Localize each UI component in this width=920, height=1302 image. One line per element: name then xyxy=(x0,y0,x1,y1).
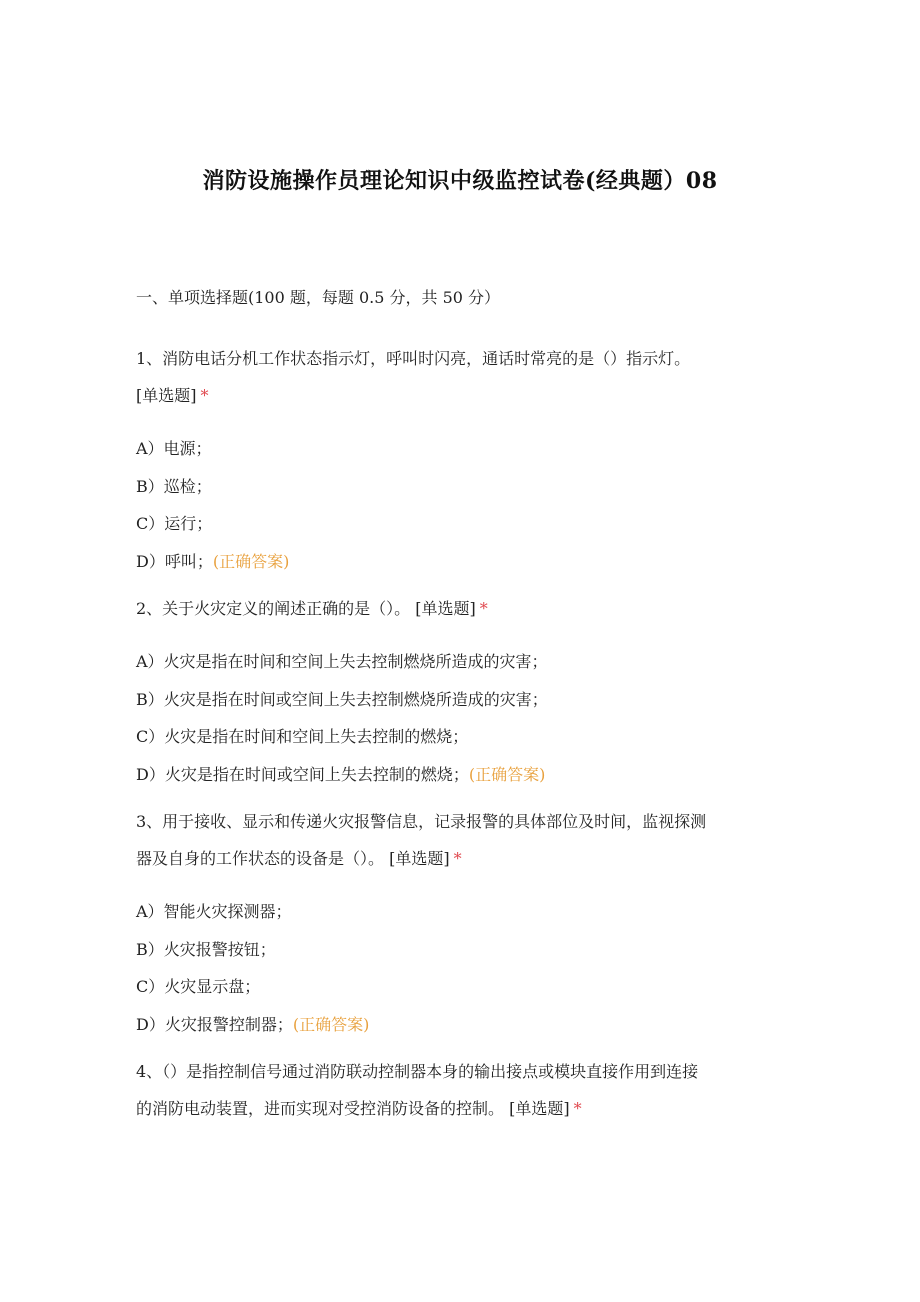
option-text: A）电源； xyxy=(136,439,212,458)
option-d[interactable] xyxy=(136,756,786,794)
correct-answer-tag: (正确答案) xyxy=(468,764,546,784)
question-text-line2: 器及自身的工作状态的设备是（）。 xyxy=(136,849,385,868)
option-text: B）火灾是指在时间或空间上失去控制燃烧所造成的灾害； xyxy=(136,689,548,709)
question-text: 3、用于接收、显示和传递火灾报警信息，记录报警的具体部位及时间，监视探测 xyxy=(136,812,707,831)
option-text: D）火灾报警控制器； xyxy=(136,1014,293,1034)
option-text: A）智能火灾探测器； xyxy=(136,902,292,921)
option-d[interactable] xyxy=(136,543,786,581)
question-text-cont xyxy=(136,840,786,877)
option-text: D）火灾是指在时间或空间上失去控制的燃烧； xyxy=(136,764,469,784)
option-text: D）呼叫； xyxy=(136,551,213,571)
option-d[interactable] xyxy=(136,1006,786,1044)
option-text: C）火灾是指在时间和空间上失去控制的燃烧； xyxy=(136,727,469,746)
question-list xyxy=(136,340,786,1143)
correct-answer-tag: (正确答案) xyxy=(212,551,290,571)
option-text: C）运行； xyxy=(136,514,213,533)
required-mark: * xyxy=(453,849,462,868)
question-meta xyxy=(136,377,786,414)
question-type: [单选题] xyxy=(509,1099,570,1118)
page-title: 消防设施操作员理论知识中级监控试卷(经典题）08 xyxy=(202,168,718,194)
question-4 xyxy=(136,1053,786,1127)
question-text-cont xyxy=(136,1090,786,1127)
option-a[interactable] xyxy=(136,643,786,681)
question-stem xyxy=(136,1053,786,1127)
option-c[interactable] xyxy=(136,505,786,543)
question-stem xyxy=(136,340,786,414)
option-b[interactable] xyxy=(136,468,786,506)
required-mark: * xyxy=(479,599,488,618)
required-mark: * xyxy=(200,386,209,405)
question-type: [单选题] xyxy=(136,386,197,405)
option-text: B）巡检； xyxy=(136,476,212,496)
question-type: [单选题] xyxy=(389,849,450,868)
option-b[interactable] xyxy=(136,681,786,719)
question-text: 2、关于火灾定义的阐述正确的是（）。 xyxy=(136,599,411,618)
required-mark: * xyxy=(573,1099,582,1118)
section-heading: 一、单项选择题(100 题，每题 0.5 分，共 50 分） xyxy=(136,288,501,307)
question-type: [单选题] xyxy=(415,599,476,618)
option-a[interactable] xyxy=(136,893,786,931)
option-c[interactable] xyxy=(136,968,786,1006)
question-2 xyxy=(136,590,786,793)
option-text: A）火灾是指在时间和空间上失去控制燃烧所造成的灾害； xyxy=(136,652,548,671)
question-text-line2: 的消防电动装置，进而实现对受控消防设备的控制。 xyxy=(136,1099,505,1118)
question-3 xyxy=(136,803,786,1043)
option-text: C）火灾显示盘； xyxy=(136,977,261,996)
question-1 xyxy=(136,340,786,580)
question-text: 4、（）是指控制信号通过消防联动控制器本身的输出接点或模块直接作用到连接 xyxy=(136,1062,699,1081)
correct-answer-tag: (正确答案) xyxy=(292,1014,370,1034)
option-b[interactable] xyxy=(136,931,786,969)
question-stem xyxy=(136,590,786,627)
question-stem xyxy=(136,803,786,877)
option-text: B）火灾报警按钮； xyxy=(136,939,276,959)
option-a[interactable] xyxy=(136,430,786,468)
option-c[interactable] xyxy=(136,718,786,756)
question-text: 1、消防电话分机工作状态指示灯，呼叫时闪亮，通话时常亮的是（）指示灯。 xyxy=(136,349,691,368)
